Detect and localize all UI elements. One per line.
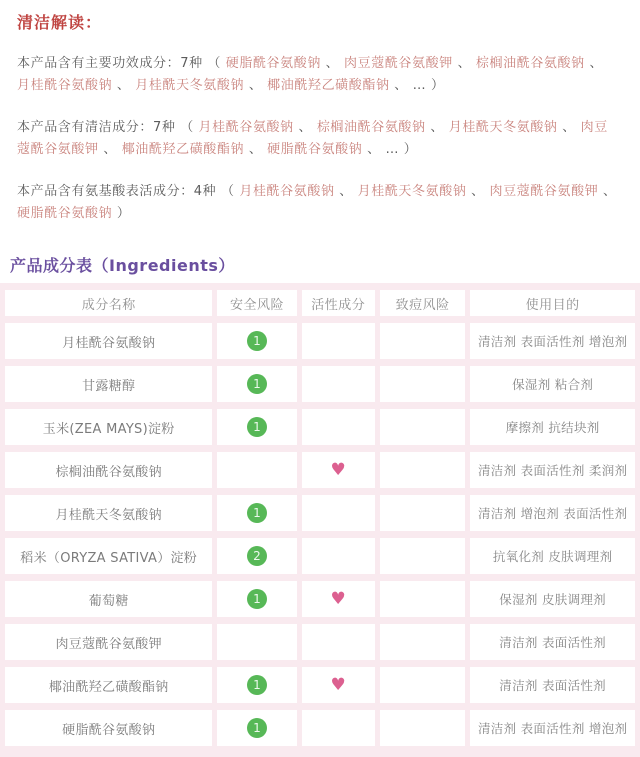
ingredients-table-title: 产品成分表（Ingredients） xyxy=(10,256,235,275)
paragraph-text: 、 xyxy=(584,56,604,71)
ingredient-name-cell: 月桂酰天冬氨酸钠 xyxy=(5,495,212,531)
column-header: 活性成分 xyxy=(302,290,375,316)
paragraph-text: 本产品含有氨基酸表活成分：4种 （ xyxy=(17,184,240,199)
active-ingredient-cell xyxy=(302,366,375,402)
acne-risk-cell xyxy=(380,538,465,574)
acne-risk-cell xyxy=(380,409,465,445)
acne-risk-cell xyxy=(380,581,465,617)
ingredient-highlight: 硬脂酰谷氨酸钠 xyxy=(17,206,113,221)
paragraph-text: 、 xyxy=(98,142,122,157)
table-row xyxy=(5,495,635,531)
safety-risk-cell xyxy=(217,495,296,531)
ingredient-highlight: 椰油酰羟乙磺酸酯钠 xyxy=(121,142,245,157)
heart-icon: ♥ xyxy=(330,588,347,609)
table-row xyxy=(5,366,635,402)
ingredient-highlight: 棕榈油酰谷氨酸钠 xyxy=(475,56,585,71)
column-header: 使用目的 xyxy=(470,290,635,316)
column-header: 安全风险 xyxy=(217,290,296,316)
usage-purpose-cell: 保湿剂 粘合剂 xyxy=(470,366,635,402)
ingredient-name-cell: 稻米（ORYZA SATIVA）淀粉 xyxy=(5,538,212,574)
active-ingredient-cell xyxy=(302,624,375,660)
interpretation-paragraph xyxy=(17,181,620,225)
acne-risk-cell xyxy=(380,710,465,746)
cleaning-interpretation-title: 清洁解读： xyxy=(17,13,103,32)
safety-risk-badge: 2 xyxy=(247,546,267,566)
ingredient-name-cell: 玉米(ZEA MAYS)淀粉 xyxy=(5,409,212,445)
heart-icon: ♥ xyxy=(330,674,347,695)
ingredient-name-cell: 肉豆蔻酰谷氨酸钾 xyxy=(5,624,212,660)
paragraph-text: 、 xyxy=(112,78,136,93)
paragraph-text: 、 xyxy=(425,120,449,135)
ingredient-name-cell: 硬脂酰谷氨酸钠 xyxy=(5,710,212,746)
active-ingredient-cell xyxy=(302,538,375,574)
table-row xyxy=(5,538,635,574)
usage-purpose-cell: 清洁剂 表面活性剂 xyxy=(470,667,635,703)
acne-risk-cell xyxy=(380,452,465,488)
active-ingredient-cell xyxy=(302,409,375,445)
safety-risk-badge: 1 xyxy=(247,675,267,695)
safety-risk-badge: 1 xyxy=(247,374,267,394)
ingredient-name-cell: 月桂酰谷氨酸钠 xyxy=(5,323,212,359)
paragraph-text: 、 xyxy=(334,184,358,199)
interpretation-paragraphs xyxy=(17,53,620,225)
interpretation-paragraph xyxy=(17,53,620,97)
acne-risk-cell xyxy=(380,323,465,359)
paragraph-text: ） xyxy=(112,206,131,221)
table-row xyxy=(5,581,635,617)
safety-risk-cell xyxy=(217,667,296,703)
table-row xyxy=(5,624,635,660)
ingredients-table-grid xyxy=(0,283,640,753)
safety-risk-badge: 1 xyxy=(247,331,267,351)
cleaning-interpretation-section xyxy=(0,0,640,225)
acne-risk-cell xyxy=(380,495,465,531)
usage-purpose-cell: 清洁剂 表面活性剂 xyxy=(470,624,635,660)
column-header: 成分名称 xyxy=(5,290,212,316)
column-header: 致痘风险 xyxy=(380,290,465,316)
table-row xyxy=(5,710,635,746)
ingredient-name-cell: 棕榈油酰谷氨酸钠 xyxy=(5,452,212,488)
safety-risk-cell xyxy=(217,409,296,445)
usage-purpose-cell: 抗氧化剂 皮肤调理剂 xyxy=(470,538,635,574)
ingredient-name-cell: 甘露糖醇 xyxy=(5,366,212,402)
safety-risk-cell xyxy=(217,710,296,746)
ingredient-highlight: 硬脂酰谷氨酸钠 xyxy=(267,142,363,157)
ingredient-highlight: 肉豆蔻酰谷氨酸钾 xyxy=(17,120,608,157)
usage-purpose-cell: 清洁剂 表面活性剂 增泡剂 xyxy=(470,710,635,746)
usage-purpose-cell: 摩擦剂 抗结块剂 xyxy=(470,409,635,445)
ingredient-highlight: 肉豆蔻酰谷氨酸钾 xyxy=(489,184,599,199)
ingredient-highlight: 月桂酰谷氨酸钠 xyxy=(17,78,113,93)
paragraph-text: 、 xyxy=(244,142,268,157)
usage-purpose-cell: 清洁剂 增泡剂 表面活性剂 xyxy=(470,495,635,531)
table-row xyxy=(5,452,635,488)
paragraph-text: 本产品含有清洁成分：7种 （ xyxy=(17,120,199,135)
safety-risk-cell xyxy=(217,366,296,402)
active-ingredient-cell xyxy=(302,667,375,703)
ingredient-highlight: 月桂酰谷氨酸钠 xyxy=(198,120,294,135)
table-row xyxy=(5,409,635,445)
safety-risk-badge: 1 xyxy=(247,718,267,738)
active-ingredient-cell xyxy=(302,323,375,359)
usage-purpose-cell: 保湿剂 皮肤调理剂 xyxy=(470,581,635,617)
interpretation-paragraph xyxy=(17,117,620,161)
acne-risk-cell xyxy=(380,624,465,660)
paragraph-text: 、 … ） xyxy=(389,78,445,93)
active-ingredient-cell xyxy=(302,452,375,488)
paragraph-text: 、 xyxy=(452,56,476,71)
safety-risk-badge: 1 xyxy=(247,503,267,523)
safety-risk-badge: 1 xyxy=(247,589,267,609)
active-ingredient-cell xyxy=(302,495,375,531)
safety-risk-cell xyxy=(217,624,296,660)
table-row xyxy=(5,667,635,703)
ingredients-table xyxy=(0,283,640,757)
paragraph-text: 、 xyxy=(598,184,617,199)
paragraph-text: 、 … ） xyxy=(362,142,418,157)
paragraph-text: 、 xyxy=(320,56,345,71)
ingredient-highlight: 棕榈油酰谷氨酸钠 xyxy=(316,120,426,135)
safety-risk-badge: 1 xyxy=(247,417,267,437)
ingredient-highlight: 月桂酰天冬氨酸钠 xyxy=(448,120,558,135)
ingredient-highlight: 月桂酰谷氨酸钠 xyxy=(239,184,335,199)
active-ingredient-cell xyxy=(302,710,375,746)
paragraph-text: 本产品含有主要功效成分：7种 （ xyxy=(17,56,226,71)
ingredient-highlight: 硬脂酰谷氨酸钠 xyxy=(225,56,321,71)
safety-risk-cell xyxy=(217,323,296,359)
paragraph-text: 、 xyxy=(557,120,581,135)
ingredient-highlight: 月桂酰天冬氨酸钠 xyxy=(357,184,467,199)
safety-risk-cell xyxy=(217,538,296,574)
acne-risk-cell xyxy=(380,667,465,703)
ingredient-name-cell: 椰油酰羟乙磺酸酯钠 xyxy=(5,667,212,703)
usage-purpose-cell: 清洁剂 表面活性剂 增泡剂 xyxy=(470,323,635,359)
paragraph-text: 、 xyxy=(466,184,490,199)
ingredient-highlight: 月桂酰天冬氨酸钠 xyxy=(135,78,245,93)
ingredient-highlight: 椰油酰羟乙磺酸酯钠 xyxy=(267,78,390,93)
ingredient-highlight: 肉豆蔻酰谷氨酸钾 xyxy=(344,56,453,71)
active-ingredient-cell xyxy=(302,581,375,617)
safety-risk-cell xyxy=(217,581,296,617)
heart-icon: ♥ xyxy=(330,459,347,480)
table-row xyxy=(5,323,635,359)
paragraph-text: 、 xyxy=(293,120,317,135)
acne-risk-cell xyxy=(380,366,465,402)
table-header-row xyxy=(5,290,635,316)
paragraph-text: 、 xyxy=(244,78,268,93)
usage-purpose-cell: 清洁剂 表面活性剂 柔润剂 xyxy=(470,452,635,488)
ingredient-name-cell: 葡萄糖 xyxy=(5,581,212,617)
safety-risk-cell xyxy=(217,452,296,488)
